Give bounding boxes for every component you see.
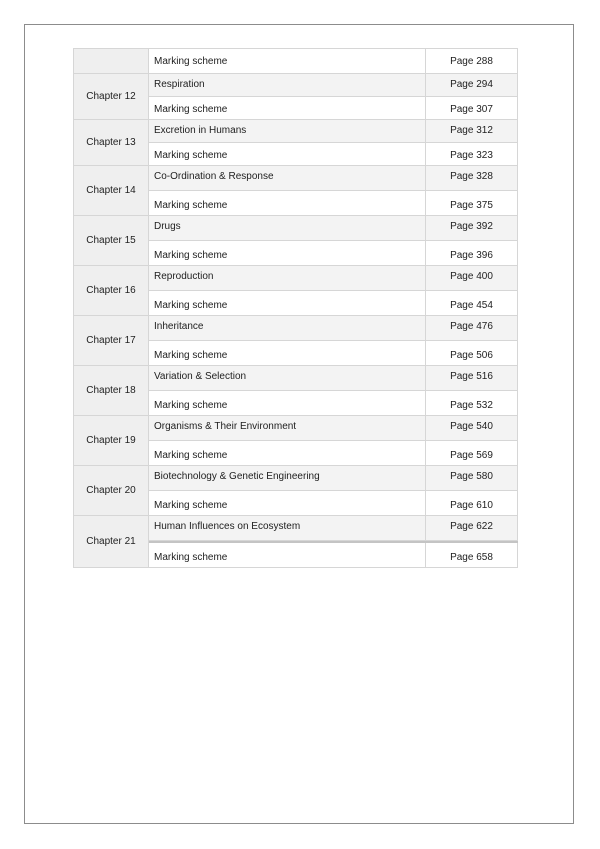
entry-title: Marking scheme [149, 491, 426, 515]
chapter-cell: Chapter 13 [73, 120, 149, 165]
entry-page: Page 516 [426, 366, 518, 390]
table-row [149, 341, 518, 365]
entry-page: Page 540 [426, 416, 518, 440]
chapter-cell: Chapter 20 [73, 466, 149, 515]
entry-title: Marking scheme [149, 341, 426, 365]
table-row [149, 391, 518, 415]
chapter-cell: Chapter 15 [73, 216, 149, 265]
entry-title: Inheritance [149, 316, 426, 340]
chapter-cell: Chapter 21 [73, 516, 149, 567]
entry-title: Marking scheme [149, 143, 426, 165]
entry-page: Page 476 [426, 316, 518, 340]
entry-page: Page 307 [426, 97, 518, 119]
entry-title: Marking scheme [149, 241, 426, 265]
chapter-cell: Chapter 12 [73, 74, 149, 119]
entry-page: Page 454 [426, 291, 518, 315]
entry-page: Page 396 [426, 241, 518, 265]
entry-title: Co-Ordination & Response [149, 166, 426, 190]
chapter-block-18 [73, 365, 518, 415]
entry-page: Page 622 [426, 516, 518, 540]
table-row [149, 97, 518, 119]
table-row [149, 166, 518, 191]
chapter-cell: Chapter 19 [73, 416, 149, 465]
table-row [149, 491, 518, 515]
entry-title: Reproduction [149, 266, 426, 290]
entry-title: Biotechnology & Genetic Engineering [149, 466, 426, 490]
entry-page: Page 610 [426, 491, 518, 515]
entry-page: Page 323 [426, 143, 518, 165]
entry-page: Page 400 [426, 266, 518, 290]
chapter-block-12 [73, 73, 518, 119]
table-of-contents [73, 48, 518, 568]
chapter-block-15 [73, 215, 518, 265]
table-row [149, 291, 518, 315]
entry-title: Organisms & Their Environment [149, 416, 426, 440]
chapter-cell: Chapter 16 [73, 266, 149, 315]
chapter-block-17 [73, 315, 518, 365]
entry-title: Drugs [149, 216, 426, 240]
entry-page: Page 580 [426, 466, 518, 490]
entry-title: Marking scheme [149, 543, 426, 567]
entry-page: Page 569 [426, 441, 518, 465]
entry-title: Marking scheme [149, 391, 426, 415]
chapter-block-21 [73, 515, 518, 568]
entry-page: Page 312 [426, 120, 518, 142]
entry-title: Marking scheme [149, 441, 426, 465]
entry-page: Page 375 [426, 191, 518, 215]
table-row [149, 266, 518, 291]
entry-title: Excretion in Humans [149, 120, 426, 142]
table-row [149, 120, 518, 143]
entry-page: Page 288 [426, 49, 518, 73]
chapter-block-16 [73, 265, 518, 315]
table-row [149, 416, 518, 441]
table-row [149, 541, 518, 567]
table-row [149, 241, 518, 265]
entry-title: Marking scheme [149, 97, 426, 119]
entry-title: Human Influences on Ecosystem [149, 516, 426, 540]
chapter-cell: Chapter 18 [73, 366, 149, 415]
table-row [149, 516, 518, 541]
chapter-block-13 [73, 119, 518, 165]
chapter-cell: Chapter 17 [73, 316, 149, 365]
table-row [149, 316, 518, 341]
entry-title: Marking scheme [149, 49, 426, 73]
table-row [149, 466, 518, 491]
table-row [149, 441, 518, 465]
table-row [149, 216, 518, 241]
entry-page: Page 294 [426, 74, 518, 96]
entry-title: Respiration [149, 74, 426, 96]
entry-page: Page 392 [426, 216, 518, 240]
chapter-cell [73, 49, 149, 73]
table-row [149, 366, 518, 391]
entry-title: Marking scheme [149, 191, 426, 215]
table-row [149, 74, 518, 97]
entry-title: Variation & Selection [149, 366, 426, 390]
entry-page: Page 506 [426, 341, 518, 365]
entry-page: Page 658 [426, 543, 518, 567]
table-row [149, 191, 518, 215]
chapter-block-19 [73, 415, 518, 465]
entry-page: Page 532 [426, 391, 518, 415]
chapter-block-11 [73, 48, 518, 73]
table-row [149, 143, 518, 165]
chapter-block-14 [73, 165, 518, 215]
table-row [149, 49, 518, 73]
chapter-block-20 [73, 465, 518, 515]
chapter-cell: Chapter 14 [73, 166, 149, 215]
entry-page: Page 328 [426, 166, 518, 190]
entry-title: Marking scheme [149, 291, 426, 315]
